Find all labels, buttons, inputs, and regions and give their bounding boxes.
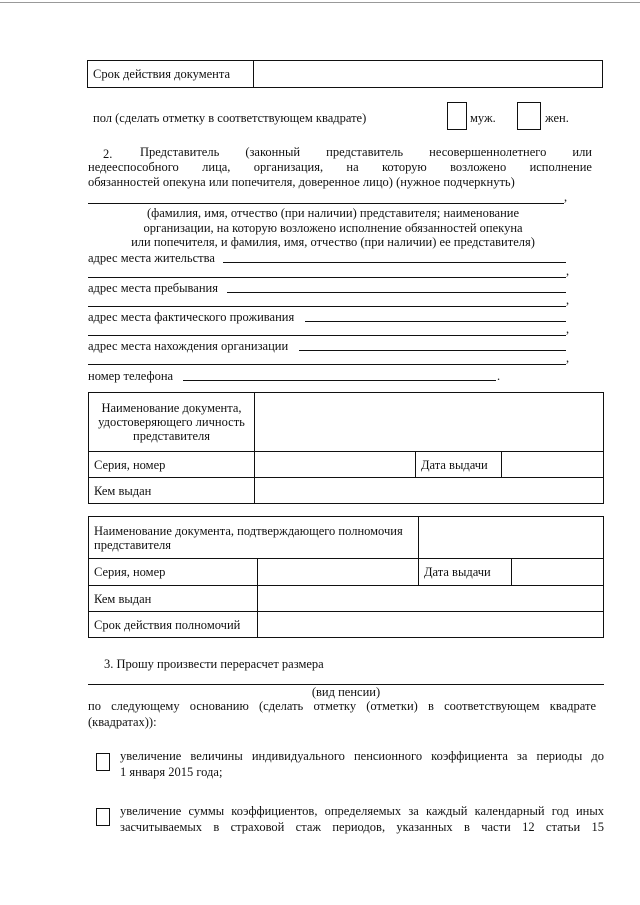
section2-caption2: организации, на которую возложено исполнение обязанностей опекуна [143, 221, 523, 235]
option2-line2: засчитываемых в страховой стаж периодов, указанных в части 12 статьи 15 [120, 820, 604, 834]
residence-address-comma: , [566, 264, 570, 278]
option1-checkbox[interactable] [96, 753, 110, 771]
identity-issue-date-field[interactable] [502, 452, 604, 478]
male-label: муж. [470, 111, 496, 125]
organization-address-label: адрес места нахождения организации [88, 339, 289, 353]
female-checkbox[interactable] [517, 102, 541, 130]
authority-document-table [88, 516, 604, 638]
section2-line3: обязанностей опекуна или попечителя, доверенное лицо) (нужное подчеркнуть) [88, 175, 515, 189]
authority-issue-date-label: Дата выдачи [419, 559, 512, 586]
actual-address-comma: , [566, 322, 570, 336]
stay-address-label: адрес места пребывания [88, 281, 218, 295]
section2-caption3: или попечителя, и фамилия, имя, отчество (при наличии) ее представителя) [131, 235, 535, 249]
residence-address-line[interactable] [223, 262, 566, 263]
page-top-edge [0, 2, 640, 3]
option2-checkbox[interactable] [96, 808, 110, 826]
actual-address-line[interactable] [305, 321, 566, 322]
identity-issue-date-label: Дата выдачи [416, 452, 502, 478]
phone-trail: . [497, 369, 501, 383]
option1-line2: 1 января 2015 года; [120, 765, 223, 779]
authority-issue-date-field[interactable] [512, 559, 604, 586]
gender-prompt: пол (сделать отметку в соответствующем квадрате) [93, 111, 367, 125]
identity-series-label: Серия, номер [89, 452, 255, 478]
authority-issued-by-label: Кем выдан [89, 586, 258, 612]
identity-document-table [88, 392, 604, 504]
document-validity-field[interactable] [254, 61, 603, 88]
organization-address-comma: , [566, 351, 570, 365]
authority-doc-name-field[interactable] [419, 517, 604, 559]
authority-series-label: Серия, номер [89, 559, 258, 586]
phone-label: номер телефона [88, 369, 174, 383]
authority-series-field[interactable] [258, 559, 419, 586]
identity-doc-name-field[interactable] [255, 393, 604, 452]
authority-doc-name-label: Наименование документа, подтверждающего полномочия представителя [89, 517, 419, 559]
organization-address-line-2[interactable] [88, 364, 566, 365]
female-label: жен. [545, 111, 569, 125]
option1-line1: увеличение величины индивидуального пенсионного коэффициента за периоды до [120, 749, 604, 763]
pension-type-caption: (вид пенсии) [311, 685, 381, 699]
actual-address-line-2[interactable] [88, 335, 566, 336]
option2-line1: увеличение суммы коэффициентов, определяемых за каждый календарный год иных [120, 804, 604, 818]
authority-issued-by-field[interactable] [258, 586, 604, 612]
basis-line1: по следующему основанию (сделать отметку (отметки) в соответствующем квадрате [88, 699, 596, 713]
identity-series-field[interactable] [255, 452, 416, 478]
representative-name-line[interactable] [88, 203, 564, 204]
male-checkbox[interactable] [447, 102, 467, 130]
section2-line2: недееспособного лица, организация, на которую возложено исполнение [88, 160, 592, 174]
identity-issued-by-label: Кем выдан [89, 478, 255, 504]
stay-address-comma: , [566, 293, 570, 307]
section2-line1: Представитель (законный представитель несовершеннолетнего или [140, 145, 592, 159]
authority-validity-field[interactable] [258, 612, 604, 638]
organization-address-line[interactable] [299, 350, 566, 351]
residence-address-label: адрес места жительства [88, 251, 215, 265]
section2-caption1: (фамилия, имя, отчество (при наличии) представителя; наименование [146, 206, 520, 220]
actual-address-label: адрес места фактического проживания [88, 310, 295, 324]
stay-address-line[interactable] [227, 292, 566, 293]
identity-issued-by-field[interactable] [255, 478, 604, 504]
section2-number: 2. [103, 147, 113, 161]
section3-title: 3. Прошу произвести перерасчет размера [104, 657, 324, 671]
representative-name-comma: , [564, 190, 568, 204]
identity-doc-name-label: Наименование документа, удостоверяющего личность представителя [89, 393, 255, 452]
authority-validity-label: Срок действия полномочий [89, 612, 258, 638]
basis-line2: (квадратах)): [88, 715, 157, 729]
document-validity-table [87, 60, 603, 88]
stay-address-line-2[interactable] [88, 306, 566, 307]
residence-address-line-2[interactable] [88, 277, 566, 278]
document-validity-label: Срок действия документа [88, 61, 254, 88]
phone-line[interactable] [183, 380, 496, 381]
